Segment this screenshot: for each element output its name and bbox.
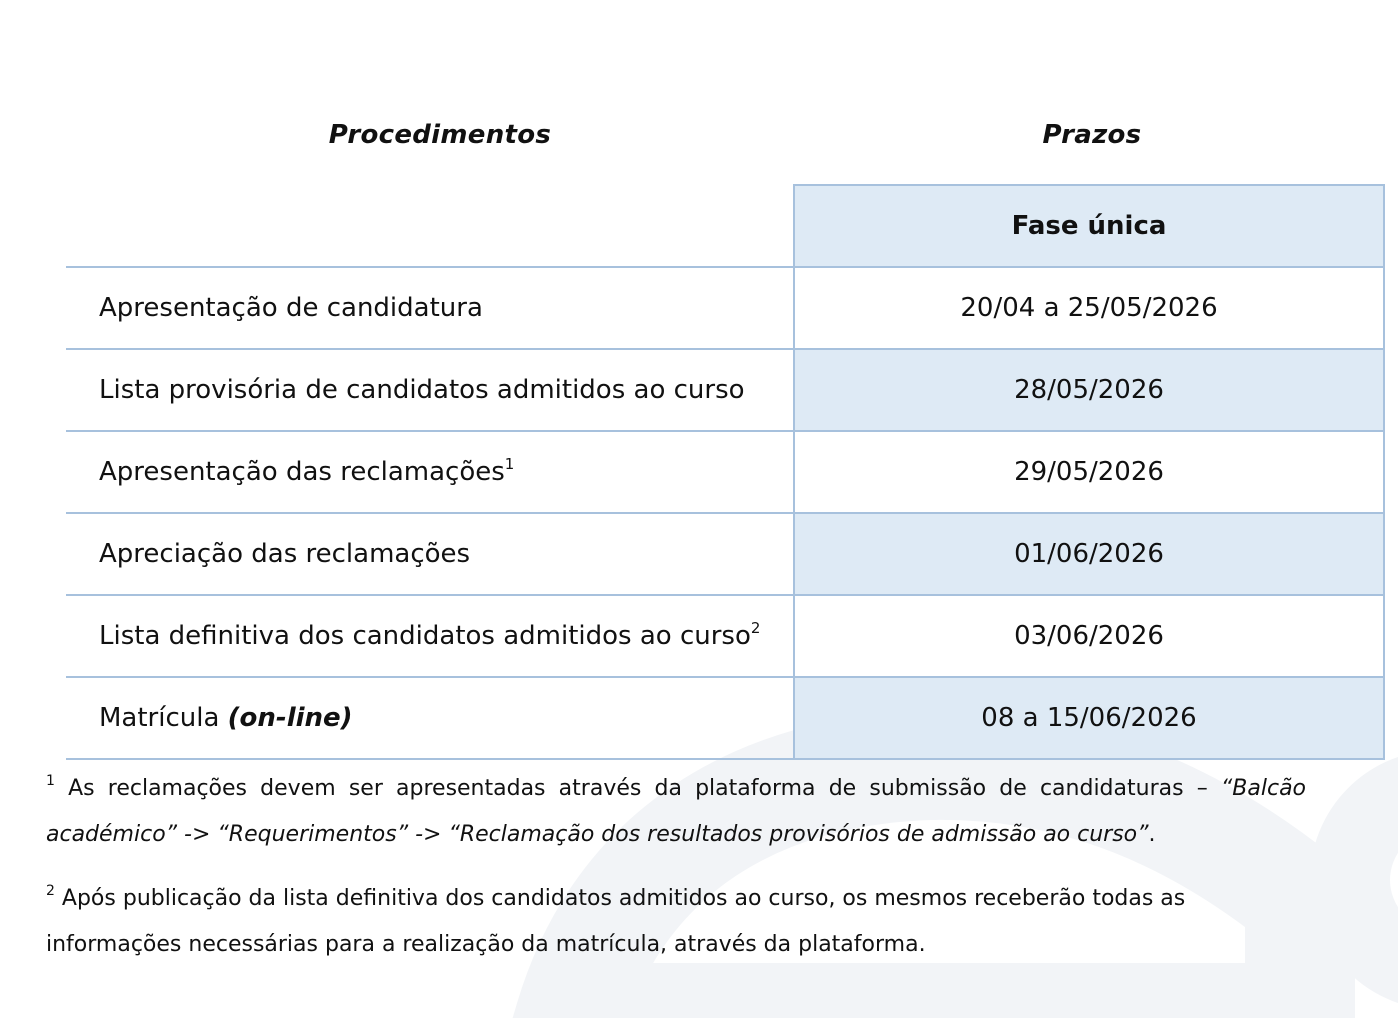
footnote-1: $^1$ As reclamações devem ser apresentadas através da plataforma de submissão de candidaturas – “Balcão académico” -> “Requerimentos” -> “Reclamação dos resultados provisórios de admissão ao curso”. <box>46 773 1307 847</box>
table-row <box>66 595 1384 677</box>
footnote-ref: 1 <box>504 455 515 473</box>
deadline-cell: 20/04 a 25/05/2026 <box>794 267 1384 349</box>
empty-header-cell <box>66 185 794 267</box>
phase-header: Fase única <box>794 185 1384 267</box>
table-row <box>66 349 1384 431</box>
table-header-row <box>66 185 1384 267</box>
procedure-cell: Apresentação das reclamações$^1$ <box>66 431 794 513</box>
footnote-marker: 2 <box>46 883 55 899</box>
deadline-cell: 01/06/2026 <box>794 513 1384 595</box>
footnote-ref: 2 <box>750 619 761 637</box>
schedule-table <box>66 184 1385 760</box>
procedures-heading: Procedimentos <box>328 120 552 150</box>
procedure-cell: Matrícula (on-line) <box>66 677 794 759</box>
procedure-cell: Lista definitiva dos candidatos admitidos ao curso$^2$ <box>66 595 794 677</box>
deadline-cell: 03/06/2026 <box>794 595 1384 677</box>
platform-path: “Balcão académico” -> “Requerimentos” -> “Reclamação dos resultados provisórios de admissão ao curso” <box>46 776 1307 847</box>
deadlines-heading: Prazos <box>1042 120 1142 150</box>
deadline-cell: 29/05/2026 <box>794 431 1384 513</box>
table-row <box>66 677 1384 759</box>
procedure-cell: Apresentação de candidatura <box>66 267 794 349</box>
procedure-cell: Lista provisória de candidatos admitidos ao curso <box>66 349 794 431</box>
table-row <box>66 267 1384 349</box>
deadline-cell: 28/05/2026 <box>794 349 1384 431</box>
footnote-2: $^2$ Após publicação da lista definitiva dos candidatos admitidos ao curso, os mesmos receberão todas as informações necessárias para a realização da matrícula, através da plataforma. <box>46 883 1186 957</box>
online-emphasis: (on-line) <box>227 703 353 733</box>
table-row <box>66 513 1384 595</box>
deadline-cell: 08 a 15/06/2026 <box>794 677 1384 759</box>
table-row <box>66 431 1384 513</box>
procedure-cell: Apreciação das reclamações <box>66 513 794 595</box>
footnote-marker: 1 <box>46 773 55 789</box>
